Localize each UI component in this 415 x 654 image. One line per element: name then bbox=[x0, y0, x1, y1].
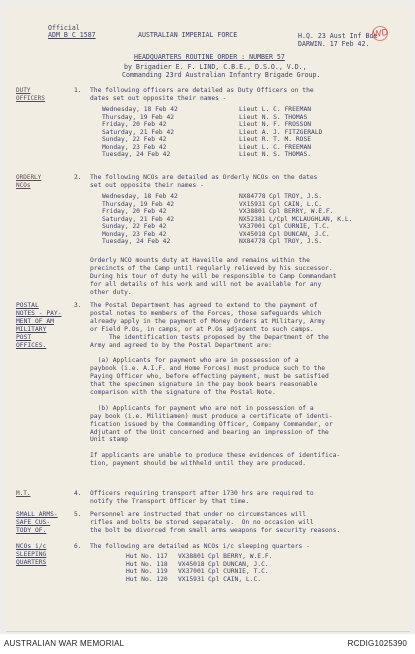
document-page bbox=[6, 6, 410, 632]
item-number-3: 3. bbox=[74, 302, 82, 309]
order-commanding: Commanding 23rd Australian Infantry Brigade Group. bbox=[122, 71, 321, 79]
table-row: Hut No. 118 VX45018 Cpl DUNCAN, J.C. bbox=[126, 560, 269, 568]
document-title: AUSTRALIAN IMPERIAL FORCE bbox=[138, 31, 238, 39]
item-number-4: 4. bbox=[74, 490, 82, 497]
sleeping-quarters-intro: The following are detailed as NCOs i/c sleeping quarters - bbox=[90, 543, 310, 550]
table-row: Wednesday, 18 Feb 42 Lieut L. C. FREEMAN bbox=[102, 106, 312, 113]
table-row: Thursday, 19 Feb 42 Lieut N. S. THOMAS bbox=[102, 113, 308, 121]
small-arms-text: Personnel are instructed that under no circumstances will rifles and bolts be stored separately. On no occasion will the bolt be divorced from small arms weapons for security reasons. bbox=[90, 511, 341, 534]
side-heading-postal-notes: POSTAL NOTES - PAY- MENT OF AM MILITARY POST OFFICES. bbox=[16, 302, 62, 349]
item-number-1: 1. bbox=[74, 87, 82, 94]
order-title: HEADQUARTERS ROUTINE ORDER : NUMBER 57 bbox=[134, 53, 285, 61]
footer-institution: AUSTRALIAN WAR MEMORIAL bbox=[4, 639, 125, 648]
footer-record-id: RCDIG1025390 bbox=[347, 639, 407, 648]
archive-footer bbox=[0, 634, 415, 654]
sleeping-quarters-table bbox=[126, 553, 272, 583]
place-date: DARWIN. 17 Feb 42. bbox=[298, 40, 370, 48]
table-row: Monday, 23 Feb 42 Lieut L. C. FREEMAN bbox=[102, 143, 312, 151]
side-heading-mt: M.T. bbox=[16, 490, 31, 497]
wd-stamp: WD bbox=[371, 25, 389, 42]
table-row: Saturday, 21 Feb 42 Lieut A. J. FITZGERALD bbox=[102, 128, 323, 136]
table-row: Sunday, 22 Feb 42 VX37001 Cpl CURNIE, T.C. bbox=[102, 223, 330, 230]
hq-label: H.Q. 23 Aust Inf Bde bbox=[298, 32, 378, 40]
table-row: Sunday, 22 Feb 42 Lieut R. T. M. ROSE bbox=[102, 136, 312, 143]
table-row: Hut No. 120 VX15931 Cpl CAIN, L.C. bbox=[126, 575, 262, 583]
item-number-5: 5. bbox=[74, 511, 82, 518]
table-row: Tuesday, 24 Feb 42 Lieut N. S. THOMAS. bbox=[102, 151, 312, 158]
order-by: by Brigadier E. F. LIND, C.B.E., D.S.O., V.D., bbox=[124, 63, 307, 71]
mt-text: Officers requiring transport after 1730 hrs are required to notify the Transport Officer by that time. bbox=[90, 490, 314, 505]
duty-officers-table bbox=[102, 106, 322, 159]
orderly-nco-note: Orderly NCO mounts duty at Haveille and remains within the precincts of the Camp until regularly relieved by his successor. During his tour of duty he will be responsible to Camp Commandant for all details of his work and will not be available for any other duty. bbox=[90, 257, 337, 296]
official-label: Official bbox=[48, 24, 80, 32]
orderly-ncos-intro: The following NCOs are detailed as Orderly NCOs on the dates set out opposite their names - bbox=[90, 174, 318, 189]
table-row: Hut No. 119 VX37001 Cpl CURNIE, T.C. bbox=[126, 568, 269, 575]
side-heading-duty-officers: DUTY OFFICERS bbox=[16, 87, 45, 102]
table-row: Friday, 20 Feb 42 VX38801 Cpl BERRY, W.E.F. bbox=[102, 208, 334, 215]
table-row: Hut No. 117 VX38801 Cpl BERRY, W.E.F. bbox=[126, 553, 273, 560]
table-row: Saturday, 21 Feb 42 NX52381 L/Cpl MCLAUGHLAN, K.L. bbox=[102, 215, 353, 223]
side-heading-sleeping-quarters: NCOs i/c SLEEPING QUARTERS bbox=[16, 543, 47, 566]
duty-officers-intro: The following officers are detailed as Duty Officers on the dates set out opposite their names - bbox=[90, 87, 314, 102]
reference-number: ADM B C 1587 bbox=[48, 31, 96, 39]
item-number-2: 2. bbox=[74, 174, 82, 181]
postal-notes-text: The Postal Department has agreed to extend to the payment of postal notes to members of the Forces, those safeguards which already apply in the payment of Money Orders at Military, Army or Field P.Os, in camps, or at P.Os adjacent to such camps. The identification tests proposed by the Department of the Army and agreed to by the Postal Department are: (a) Applicants for payment who are in possession of a paybook (i.e. A.I.F. and Home Forces) must produce such to the Paying Officer who, before effecting payment, must be satisfied that the specimen signature in the pay book bears reasonable comparison with the signature of the Postal Note. (b) Applicants for payment who are not in possession of a pay book (i.e. Militiamen) must produce a certificate of identi- fication issued by the Commanding Officer, Company Commander, or Adjutant of the Unit concerned and bearing an impression of the Unit stamp If applicants are unable to produce these evidences of identifica- tion, payment should be withheld until they are produced. bbox=[90, 302, 341, 468]
item-number-6: 6. bbox=[74, 543, 82, 550]
orderly-ncos-table bbox=[102, 193, 352, 246]
table-row: Friday, 20 Feb 42 Lieut N. F. FROSSON bbox=[102, 121, 312, 128]
table-row: Tuesday, 24 Feb 42 NX84778 Cpl TROY, J.S. bbox=[102, 238, 323, 245]
table-row: Wednesday, 18 Feb 42 NX84778 Cpl TROY, J.S. bbox=[102, 193, 323, 200]
table-row: Thursday, 19 Feb 42 VX15931 Cpl CAIN, L.C. bbox=[102, 200, 323, 208]
side-heading-small-arms: SMALL ARMS- SAFE CUS- TODY OF. bbox=[16, 511, 58, 534]
table-row: Monday, 23 Feb 42 VX45018 Cpl DUNCAN, J.C. bbox=[102, 230, 330, 238]
side-heading-orderly-ncos: ORDERLY NCOs bbox=[16, 174, 42, 189]
